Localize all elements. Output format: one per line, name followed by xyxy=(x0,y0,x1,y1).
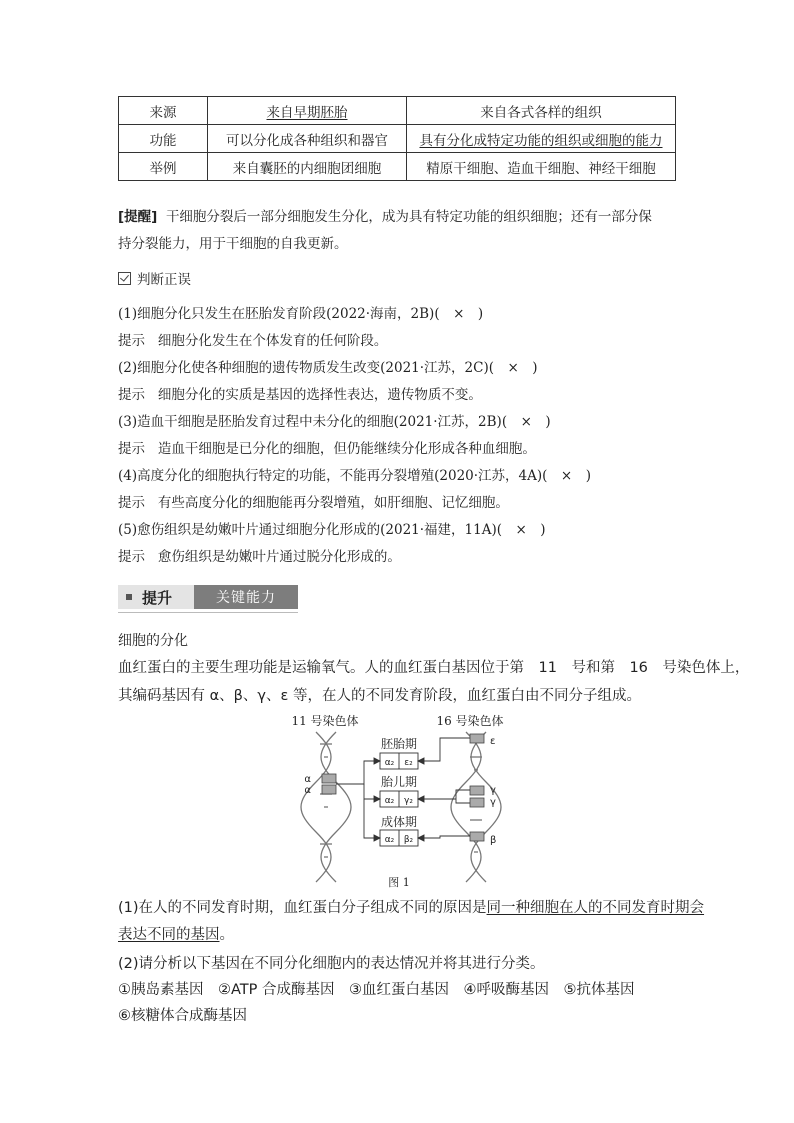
hemoglobin-box-adult xyxy=(380,830,418,846)
section-banner xyxy=(118,585,298,609)
table-cell: 来自囊胚的内细胞团细胞 xyxy=(208,153,407,181)
judge-hint-2 xyxy=(118,383,482,403)
underlined-text: 来自早期胚胎 xyxy=(266,104,348,121)
hint-text: 愈伤组织是幼嫩叶片通过脱分化形成的。 xyxy=(157,549,401,565)
table-cell xyxy=(407,125,676,153)
left-chromosome-title: 11 号染色体 xyxy=(291,714,359,728)
section-paragraph-line-1: 血红蛋白的主要生理功能是运输氧气。人的血红蛋白基因位于第 11 号和第 16 号染色体上， xyxy=(118,660,750,676)
left-dna-helix-icon xyxy=(301,732,351,882)
judge-question-2: (2)细胞分化使各种细胞的遗传物质发生改变(2021·江苏，2C)( × ) xyxy=(118,360,538,376)
hemoglobin-box-fetus xyxy=(380,791,418,807)
tip-label: [提醒] xyxy=(118,209,158,225)
judge-heading xyxy=(118,268,191,288)
hint-text: 造血干细胞是已分化的细胞，但仍能继续分化形成各种血细胞。 xyxy=(157,441,536,457)
question-1-line-1 xyxy=(118,896,704,917)
tip-line-2: 持分裂能力，用于干细胞的自我更新。 xyxy=(118,236,348,252)
hint-text: 细胞分化的实质是基因的选择性表达，遗传物质不变。 xyxy=(157,387,482,403)
table-cell xyxy=(208,97,407,125)
hint-label: 提示 xyxy=(118,495,145,511)
stem-cell-comparison-table xyxy=(118,96,676,181)
alpha-gene-block xyxy=(322,774,336,783)
judge-heading-label: 判断正误 xyxy=(137,272,191,288)
alpha-gene-block xyxy=(322,785,336,794)
epsilon-gene-block xyxy=(470,734,484,743)
hint-label: 提示 xyxy=(118,441,145,457)
banner-left xyxy=(118,585,194,609)
tip-line-1 xyxy=(118,205,652,225)
question-1-line-2 xyxy=(118,923,234,944)
hint-label: 提示 xyxy=(118,333,145,349)
square-bullet-icon xyxy=(126,594,132,600)
question-1-answer: 表达不同的基因 xyxy=(118,927,220,943)
left-gene-label: α xyxy=(304,785,311,796)
judge-hint-4 xyxy=(118,491,509,511)
right-gene-label: ε xyxy=(490,736,496,747)
figure-caption: 图 1 xyxy=(388,876,410,889)
right-arrows xyxy=(418,738,470,841)
subunit-label: α₂ xyxy=(384,758,395,768)
hemoglobin-box-embryo xyxy=(380,753,418,769)
right-gene-label: γ xyxy=(490,785,496,796)
section-title: 细胞的分化 xyxy=(118,633,188,649)
table-cell: 精原干细胞、造血干细胞、神经干细胞 xyxy=(407,153,676,181)
section-paragraph-line-2: 其编码基因有 α、β、γ、ε 等，在人的不同发育阶段，血红蛋白由不同分子组成。 xyxy=(118,688,641,704)
stage-label: 胚胎期 xyxy=(380,737,418,751)
question-1-end: 。 xyxy=(219,927,234,943)
table-cell: 来源 xyxy=(119,97,208,125)
question-1-text: (1)在人的不同发育时期，血红蛋白分子组成不同的原因是 xyxy=(118,900,487,916)
left-gene-label: α xyxy=(304,774,311,785)
checkbox-pencil-icon xyxy=(118,272,131,285)
banner-right: 关键能力 xyxy=(194,585,298,609)
table-row xyxy=(119,97,676,125)
question-2-text: (2)请分析以下基因在不同分化细胞内的表达情况并将其进行分类。 xyxy=(118,956,545,972)
beta-gene-block xyxy=(470,832,484,841)
banner-divider xyxy=(118,612,298,613)
stage-label: 胎儿期 xyxy=(380,775,418,789)
underlined-text: 具有分化成特定功能的组织或细胞的能力 xyxy=(419,132,663,149)
judge-hint-3 xyxy=(118,437,536,457)
judge-question-1: (1)细胞分化只发生在胚胎发育阶段(2022·海南，2B)( × ) xyxy=(118,306,484,322)
subunit-label: ε₂ xyxy=(404,758,413,768)
subunit-label: β₂ xyxy=(403,835,414,845)
question-1-answer: 同一种细胞在人的不同发育时期会 xyxy=(486,900,705,916)
subunit-label: α₂ xyxy=(384,796,395,806)
tip-text: 干细胞分裂后一部分细胞发生分化，成为具有特定功能的组织细胞；还有一部分保 xyxy=(165,209,652,225)
table-cell: 功能 xyxy=(119,125,208,153)
gamma-gene-block xyxy=(470,798,484,807)
judge-hint-1 xyxy=(118,329,387,349)
left-arrows xyxy=(336,758,380,841)
question-2-items: ①胰岛素基因 ②ATP 合成酶基因 ③血红蛋白基因 ④呼吸酶基因 ⑤抗体基因 xyxy=(118,982,635,998)
hint-text: 有些高度分化的细胞能再分裂增殖，如肝细胞、记忆细胞。 xyxy=(157,495,509,511)
right-gene-label: β xyxy=(490,835,497,846)
hint-text: 细胞分化发生在个体发育的任何阶段。 xyxy=(157,333,388,349)
right-gene-label: γ xyxy=(490,797,496,808)
table-cell: 举例 xyxy=(119,153,208,181)
hint-label: 提示 xyxy=(118,549,145,565)
subunit-label: γ₂ xyxy=(404,796,413,806)
banner-left-label: 提升 xyxy=(142,588,173,607)
table-cell: 可以分化成各种组织和器官 xyxy=(208,125,407,153)
stage-label: 成体期 xyxy=(380,815,418,829)
hemoglobin-gene-diagram xyxy=(280,712,530,892)
table-row xyxy=(119,153,676,181)
judge-question-5: (5)愈伤组织是幼嫩叶片通过细胞分化形成的(2021·福建，11A)( × ) xyxy=(118,522,546,538)
question-2-items-2: ⑥核糖体合成酶基因 xyxy=(118,1008,247,1024)
subunit-label: α₂ xyxy=(384,835,395,845)
right-chromosome-title: 16 号染色体 xyxy=(436,714,504,728)
judge-hint-5 xyxy=(118,545,401,565)
gamma-gene-block xyxy=(470,786,484,795)
table-cell: 来自各式各样的组织 xyxy=(407,97,676,125)
table-row xyxy=(119,125,676,153)
hint-label: 提示 xyxy=(118,387,145,403)
judge-question-4: (4)高度分化的细胞执行特定的功能，不能再分裂增殖(2020·江苏，4A)( × ) xyxy=(118,468,591,484)
judge-question-3: (3)造血干细胞是胚胎发育过程中未分化的细胞(2021·江苏，2B)( × ) xyxy=(118,414,551,430)
